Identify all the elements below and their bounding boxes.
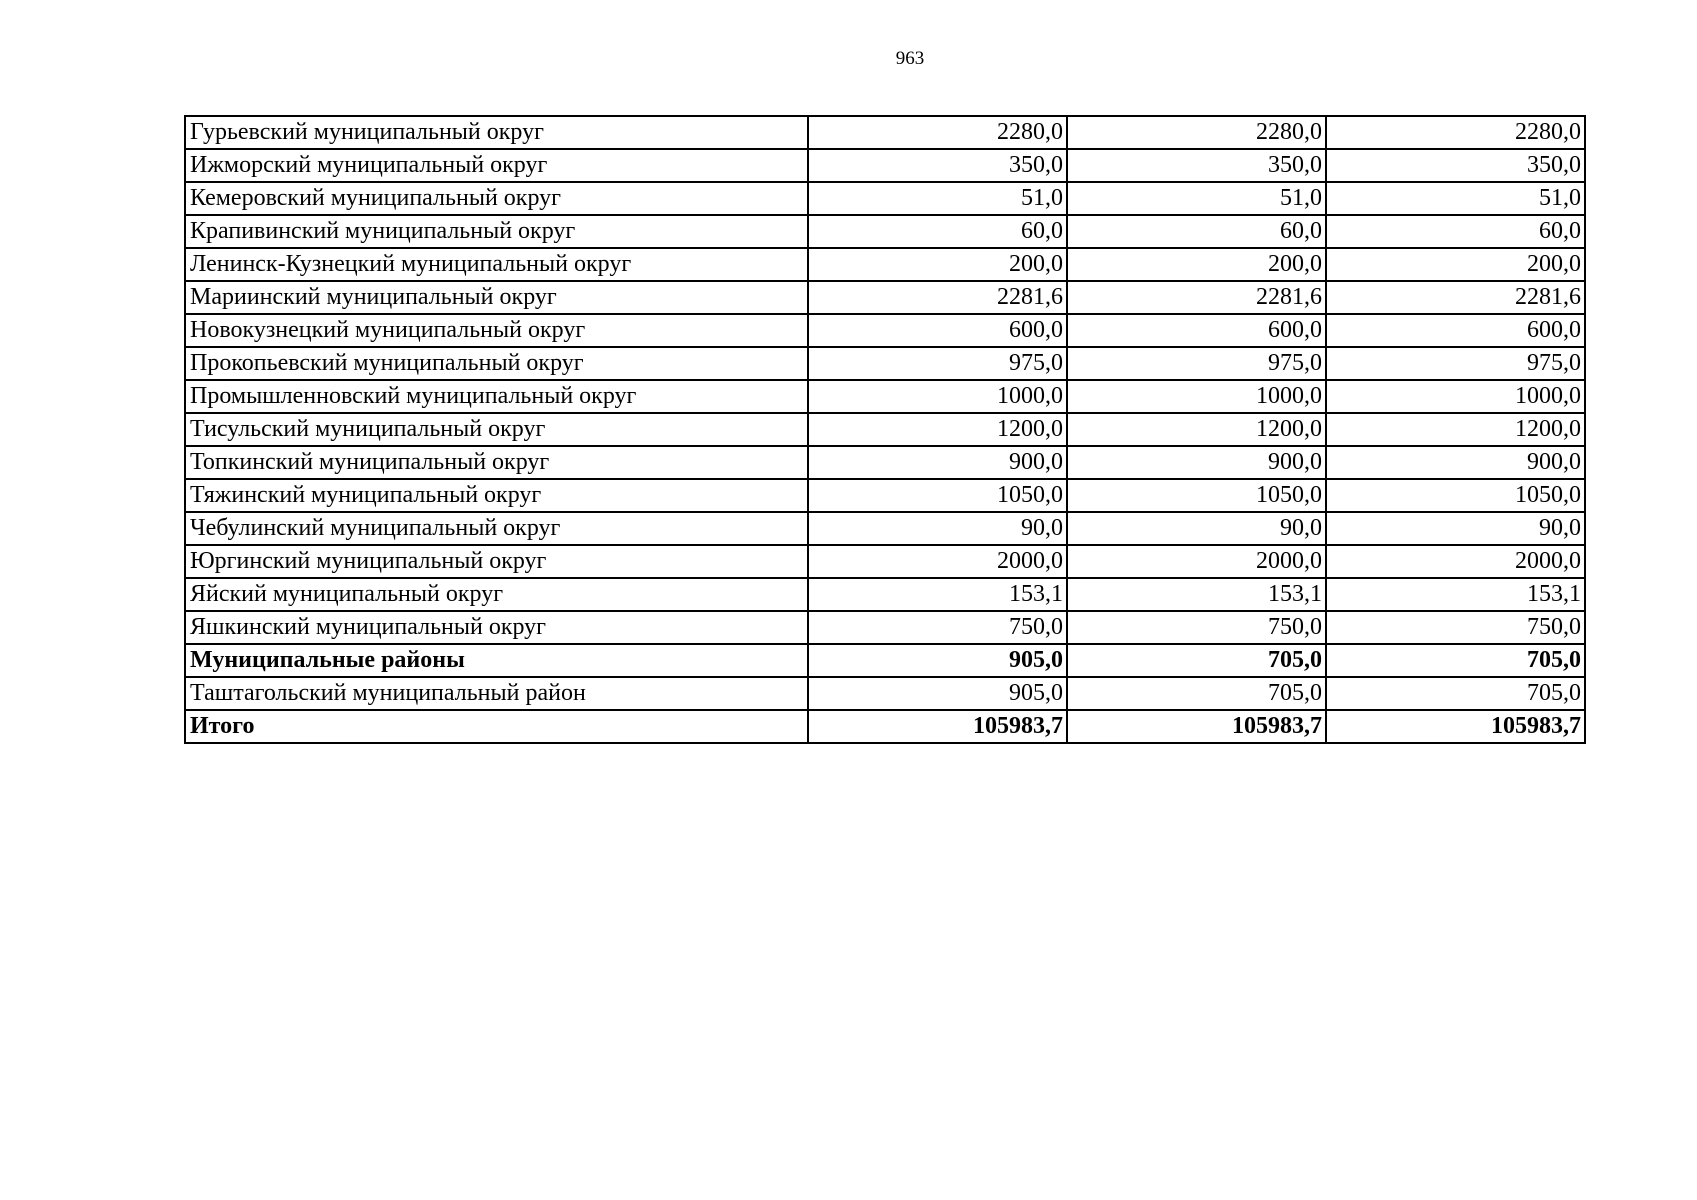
- row-name-cell: Яйский муниципальный округ: [185, 578, 808, 611]
- page-number: 963: [895, 48, 925, 69]
- table-row: [185, 248, 1585, 281]
- table-row-total: [185, 710, 1585, 743]
- row-value-1-cell: 1000,0: [808, 380, 1067, 413]
- row-name-cell: Промышленновский муниципальный округ: [185, 380, 808, 413]
- row-name-cell: Яшкинский муниципальный округ: [185, 611, 808, 644]
- table-row: [185, 380, 1585, 413]
- row-name-cell: Итого: [185, 710, 808, 743]
- row-name-cell: Ижморский муниципальный округ: [185, 149, 808, 182]
- row-value-1-cell: 60,0: [808, 215, 1067, 248]
- row-value-2-cell: 90,0: [1067, 512, 1326, 545]
- row-name-cell: Таштагольский муниципальный район: [185, 677, 808, 710]
- row-name-cell: Мариинский муниципальный округ: [185, 281, 808, 314]
- row-value-3-cell: 1050,0: [1326, 479, 1585, 512]
- table-row: [185, 677, 1585, 710]
- row-value-1-cell: 1200,0: [808, 413, 1067, 446]
- row-value-3-cell: 1200,0: [1326, 413, 1585, 446]
- row-value-1-cell: 2280,0: [808, 116, 1067, 149]
- row-value-3-cell: 350,0: [1326, 149, 1585, 182]
- row-name-cell: Чебулинский муниципальный округ: [185, 512, 808, 545]
- row-value-3-cell: 90,0: [1326, 512, 1585, 545]
- row-name-cell: Ленинск-Кузнецкий муниципальный округ: [185, 248, 808, 281]
- row-name-cell: Гурьевский муниципальный округ: [185, 116, 808, 149]
- table-row: [185, 545, 1585, 578]
- row-value-2-cell: 600,0: [1067, 314, 1326, 347]
- row-value-1-cell: 750,0: [808, 611, 1067, 644]
- table-row: [185, 149, 1585, 182]
- row-value-2-cell: 51,0: [1067, 182, 1326, 215]
- row-value-2-cell: 975,0: [1067, 347, 1326, 380]
- table-row: [185, 578, 1585, 611]
- row-value-1-cell: 90,0: [808, 512, 1067, 545]
- row-name-cell: Юргинский муниципальный округ: [185, 545, 808, 578]
- row-value-3-cell: 200,0: [1326, 248, 1585, 281]
- row-value-3-cell: 60,0: [1326, 215, 1585, 248]
- table-row: [185, 281, 1585, 314]
- row-value-2-cell: 350,0: [1067, 149, 1326, 182]
- row-name-cell: Новокузнецкий муниципальный округ: [185, 314, 808, 347]
- row-name-cell: Тисульский муниципальный округ: [185, 413, 808, 446]
- budget-table: [184, 115, 1586, 744]
- row-value-1-cell: 975,0: [808, 347, 1067, 380]
- row-value-2-cell: 1200,0: [1067, 413, 1326, 446]
- table-row: [185, 215, 1585, 248]
- row-value-3-cell: 2281,6: [1326, 281, 1585, 314]
- row-value-1-cell: 1050,0: [808, 479, 1067, 512]
- table-row: [185, 314, 1585, 347]
- row-value-3-cell: 900,0: [1326, 446, 1585, 479]
- table-row: [185, 413, 1585, 446]
- table-row-total: [185, 644, 1585, 677]
- row-value-1-cell: 105983,7: [808, 710, 1067, 743]
- row-value-3-cell: 600,0: [1326, 314, 1585, 347]
- row-name-cell: Тяжинский муниципальный округ: [185, 479, 808, 512]
- table-row: [185, 512, 1585, 545]
- row-value-1-cell: 153,1: [808, 578, 1067, 611]
- row-value-3-cell: 2000,0: [1326, 545, 1585, 578]
- row-value-2-cell: 1050,0: [1067, 479, 1326, 512]
- row-name-cell: Прокопьевский муниципальный округ: [185, 347, 808, 380]
- row-value-1-cell: 2000,0: [808, 545, 1067, 578]
- row-value-3-cell: 705,0: [1326, 644, 1585, 677]
- row-value-2-cell: 2281,6: [1067, 281, 1326, 314]
- table-body: [185, 116, 1585, 743]
- row-value-1-cell: 2281,6: [808, 281, 1067, 314]
- row-value-1-cell: 600,0: [808, 314, 1067, 347]
- row-value-1-cell: 51,0: [808, 182, 1067, 215]
- row-value-2-cell: 200,0: [1067, 248, 1326, 281]
- table-row: [185, 347, 1585, 380]
- table-row: [185, 116, 1585, 149]
- row-name-cell: Муниципальные районы: [185, 644, 808, 677]
- row-value-3-cell: 2280,0: [1326, 116, 1585, 149]
- row-value-3-cell: 153,1: [1326, 578, 1585, 611]
- row-value-3-cell: 1000,0: [1326, 380, 1585, 413]
- row-value-3-cell: 105983,7: [1326, 710, 1585, 743]
- row-value-2-cell: 2280,0: [1067, 116, 1326, 149]
- row-value-1-cell: 350,0: [808, 149, 1067, 182]
- table-row: [185, 182, 1585, 215]
- row-value-2-cell: 153,1: [1067, 578, 1326, 611]
- table-row: [185, 479, 1585, 512]
- row-value-1-cell: 900,0: [808, 446, 1067, 479]
- row-value-2-cell: 750,0: [1067, 611, 1326, 644]
- row-name-cell: Крапивинский муниципальный округ: [185, 215, 808, 248]
- row-value-2-cell: 60,0: [1067, 215, 1326, 248]
- table-row: [185, 446, 1585, 479]
- row-value-1-cell: 200,0: [808, 248, 1067, 281]
- row-value-1-cell: 905,0: [808, 644, 1067, 677]
- row-value-2-cell: 705,0: [1067, 677, 1326, 710]
- row-value-2-cell: 1000,0: [1067, 380, 1326, 413]
- row-value-3-cell: 705,0: [1326, 677, 1585, 710]
- row-value-3-cell: 51,0: [1326, 182, 1585, 215]
- row-name-cell: Кемеровский муниципальный округ: [185, 182, 808, 215]
- row-value-1-cell: 905,0: [808, 677, 1067, 710]
- row-value-2-cell: 705,0: [1067, 644, 1326, 677]
- row-value-2-cell: 105983,7: [1067, 710, 1326, 743]
- row-value-3-cell: 975,0: [1326, 347, 1585, 380]
- table-row: [185, 611, 1585, 644]
- row-value-2-cell: 2000,0: [1067, 545, 1326, 578]
- row-name-cell: Топкинский муниципальный округ: [185, 446, 808, 479]
- row-value-2-cell: 900,0: [1067, 446, 1326, 479]
- row-value-3-cell: 750,0: [1326, 611, 1585, 644]
